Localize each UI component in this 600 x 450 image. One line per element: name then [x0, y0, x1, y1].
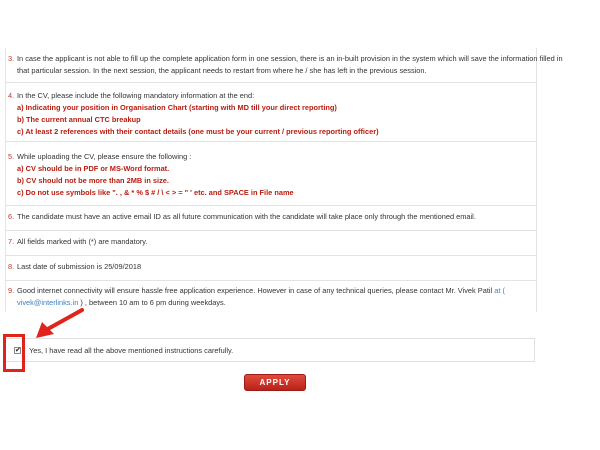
item-number: 4.: [8, 91, 15, 100]
sub-item: b) The current annual CTC breakup: [17, 115, 141, 124]
item-number: 9.: [8, 286, 15, 295]
instruction-item-9: [6, 285, 536, 312]
instruction-item-5: [6, 151, 536, 206]
apply-button[interactable]: APPLY: [244, 374, 306, 391]
instruction-text: Last date of submission is 25/09/2018: [17, 262, 142, 271]
instruction-text: [17, 285, 532, 309]
instruction-text: In case the applicant is not able to fill up the complete application form in one session, there is an in-built provision in the system which will save the information filled in: [17, 54, 563, 63]
sub-item: c) At least 2 references with their contact details (one must be your current / previous reporting officer): [17, 127, 379, 136]
sub-item: b) CV should not be more than 2MB in size.: [17, 176, 169, 185]
item-number: 7.: [8, 237, 15, 246]
instructions-panel: [5, 48, 563, 312]
instruction-text-part: Good internet connectivity will ensure hassle free application experience. However in case of any technical queries, please contact Mr. Vivek Patil: [17, 286, 493, 295]
sub-item: a) Indicating your position in Organisation Chart (starting with MD till your direct reporting): [17, 103, 337, 112]
contact-link-prefix: at (: [494, 286, 505, 295]
instruction-item-3: [6, 53, 563, 83]
instruction-item-7: [6, 236, 536, 256]
instruction-text: that particular session. In the next session, the applicant needs to restart from where he / she has left in the previous session.: [17, 66, 427, 75]
instruction-text-part: ) , between 10 am to 6 pm during weekdays.: [80, 298, 226, 307]
instruction-text: All fields marked with (*) are mandatory.: [17, 237, 148, 246]
item-number: 8.: [8, 262, 15, 271]
instruction-item-4: [6, 90, 536, 142]
contact-email-link[interactable]: vivek@interlinks.in: [17, 298, 79, 307]
item-number: 6.: [8, 212, 15, 221]
acknowledgement-row: [5, 338, 535, 362]
instruction-text: The candidate must have an active email ID as all future communication with the candidate will take place only through the mentioned email.: [17, 212, 476, 221]
sub-item: a) CV should be in PDF or MS-Word format.: [17, 164, 170, 173]
instruction-text: In the CV, please include the following mandatory information at the end:: [17, 91, 255, 100]
sub-item: c) Do not use symbols like ". , & * % $ # / \ < > = " ' etc. and SPACE in File name: [17, 188, 294, 197]
annotation-highlight-box: [3, 334, 25, 372]
acknowledgement-checkbox[interactable]: ✔: [15, 347, 21, 354]
instruction-item-6: [6, 211, 536, 231]
annotation-arrow-icon: [34, 308, 84, 340]
acknowledgement-label: Yes, I have read all the above mentioned instructions carefully.: [29, 346, 234, 355]
instruction-item-8: [6, 261, 536, 281]
item-number: 3.: [8, 54, 15, 63]
item-number: 5.: [8, 152, 15, 161]
instruction-text: While uploading the CV, please ensure the following :: [17, 152, 192, 161]
